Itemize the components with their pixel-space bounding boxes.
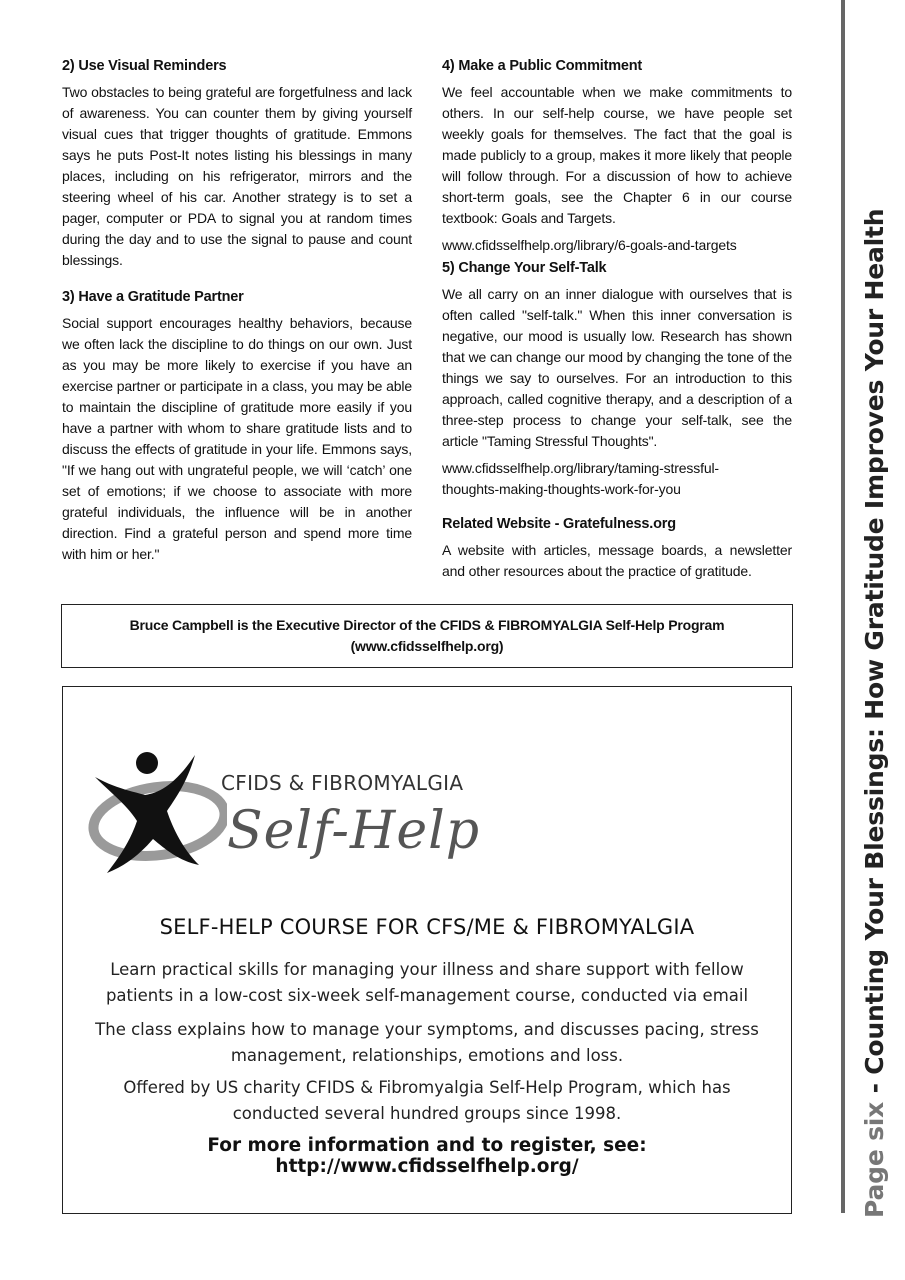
author-bio-box — [61, 604, 793, 668]
taming-thoughts-link[interactable] — [442, 458, 792, 500]
section-text-self-talk: We all carry on an inner dialogue with ourselves that is often called "self-talk." When this inner conversation is negative, our mood is usually low. Research has shown that we can change our mood by changing the tone of the things we say to ourselves. For an introduction to this approach, called cognitive therapy, and a description of a three-step process to change your self-talk, see the article "Taming Stressful Thoughts". — [442, 286, 792, 449]
goals-targets-link[interactable]: www.cfidsselfhelp.org/library/6-goals-and-targets — [442, 237, 737, 253]
side-rule-divider — [841, 0, 845, 1213]
section-heading-gratitude-partner: 3) Have a Gratitude Partner — [62, 289, 244, 305]
section-heading-related-website: Related Website - Gratefulness.org — [442, 516, 676, 532]
section-text-related-website: A website with articles, message boards, a newsletter and other resources about the practice of gratitude. — [442, 542, 792, 579]
author-bio-line1: Bruce Campbell is the Executive Director of the CFIDS & FIBROMYALGIA Self-Help Program — [129, 617, 725, 633]
section-text-gratitude-partner: Social support encourages healthy behaviors, because we often lack the discipline to do things on our own. Just as you may be more likely to exercise if you have an exercise partner or participate in a class, you may be able to maintain the discipline of gratitude more easily if you have a partner with whom to share gratitude lists and to discuss the effects of gratitude in your life. Emmons says, "If we hang out with ungrateful people, we will ‘catch’ one set of emotions; if we choose to associate with more grateful individuals, the influence will be in another direction. Find a grateful person and spend more time with him or her." — [62, 315, 412, 562]
side-page-title — [860, 209, 889, 1218]
course-provider — [63, 1075, 791, 1127]
author-bio-url[interactable]: (www.cfidsselfhelp.org) — [350, 638, 504, 654]
article-title: - Counting Your Blessings: How Gratitude Improves Your Health — [860, 208, 889, 1102]
section-heading-public-commitment: 4) Make a Public Commitment — [442, 58, 643, 74]
taming-thoughts-link-line2: thoughts-making-thoughts-work-for-you — [442, 481, 681, 497]
logo-script: Self-Help — [227, 801, 481, 861]
section-text-public-commitment: We feel accountable when we make commitments to others. In our self-help course, we have people set weekly goals for themselves. The fact that the goal is made publicly to a group, makes it more likely that people will follow through. For a discussion of how to achieve short-term goals, see the Chapter 6 in our course textbook: Goals and Targets. — [442, 84, 792, 226]
course-title: SELF-HELP COURSE FOR CFS/ME & FIBROMYALGIA — [159, 915, 695, 939]
course-content-line2: management, relationships, emotions and loss. — [230, 1046, 624, 1065]
section-text-visual-reminders: Two obstacles to being grateful are forgetfulness and lack of awareness. You can counter them by giving yourself visual cues that trigger thoughts of gratitude. Emmons says he puts Post-It notes listing his blessings in many places, including on his refrigerator, mirrors and the steering wheel of his car. Another strategy is to set a pager, computer or PDA to signal you at random times during the day and to use the signal to pause and count blessings. — [62, 84, 412, 268]
page-number-label: Page six — [860, 1101, 889, 1218]
course-description-line1: Learn practical skills for managing your illness and share support with fellow — [110, 960, 744, 979]
left-column — [62, 58, 412, 571]
course-provider-line2: conducted several hundred groups since 1998. — [232, 1104, 622, 1123]
course-content-line1: The class explains how to manage your symptoms, and discusses pacing, stress — [95, 1020, 759, 1039]
course-content — [63, 1017, 791, 1069]
course-description-line2: patients in a low-cost six-week self-management course, conducted via email — [105, 986, 749, 1005]
section-heading-self-talk: 5) Change Your Self-Talk — [442, 260, 607, 276]
course-description — [63, 957, 791, 1009]
right-column — [442, 58, 792, 588]
logo-title: CFIDS & FIBROMYALGIA — [221, 771, 464, 795]
taming-thoughts-link-line1: www.cfidsselfhelp.org/library/taming-stressful- — [442, 460, 719, 476]
person-figure-logo-icon — [87, 749, 227, 889]
cfids-logo — [87, 749, 507, 899]
register-link[interactable]: For more information and to register, see: http://www.cfidsselfhelp.org/ — [207, 1135, 647, 1177]
course-provider-line1: Offered by US charity CFIDS & Fibromyalgia Self-Help Program, which has — [123, 1078, 731, 1097]
course-ad-box — [62, 686, 792, 1214]
section-heading-visual-reminders: 2) Use Visual Reminders — [62, 58, 227, 74]
